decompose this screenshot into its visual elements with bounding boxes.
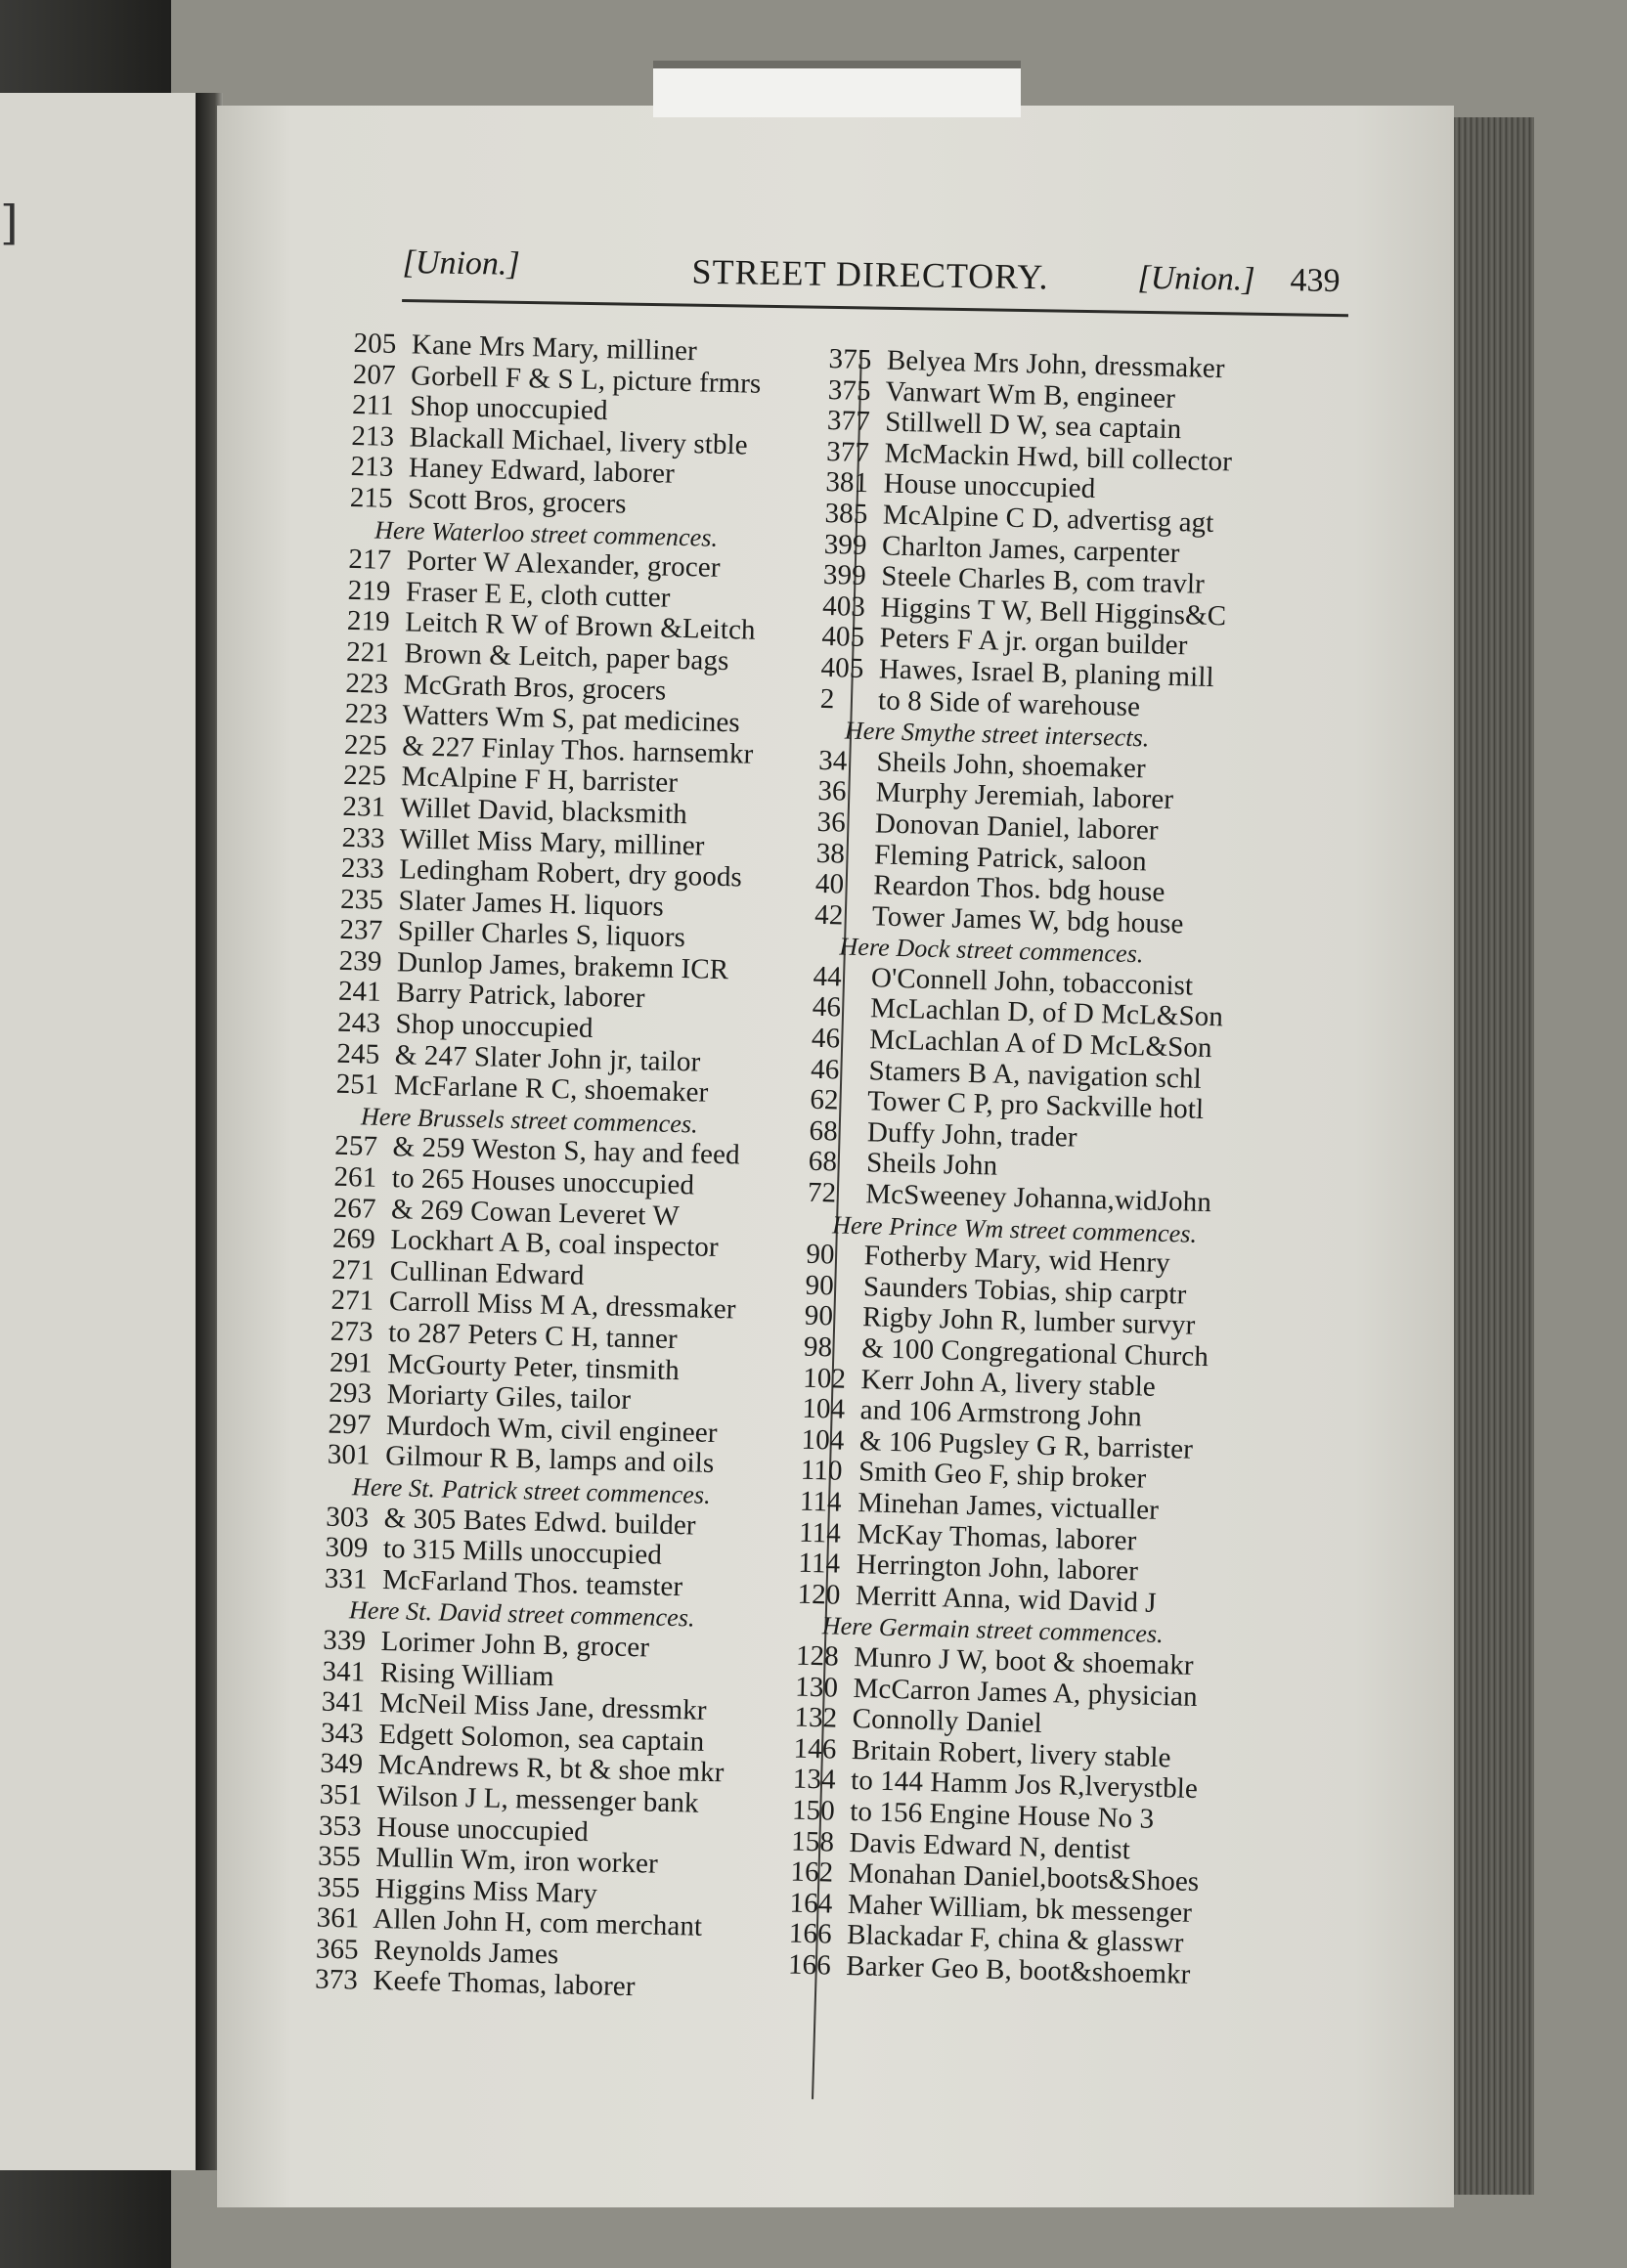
entry-text: Cullinan Edward	[389, 1254, 585, 1291]
facing-page-bracket: ]	[0, 196, 19, 250]
house-number: 339	[323, 1624, 367, 1657]
house-number: 331	[324, 1562, 369, 1595]
house-number: 217	[348, 544, 392, 577]
entry-text: Maher William, bk messenger	[847, 1888, 1193, 1929]
entry-text: O'Connell John, tobacconist	[870, 962, 1194, 1002]
entry-text: Gilmour R B, lamps and oils	[384, 1440, 715, 1480]
entry-text: McAlpine C D, advertisg agt	[882, 499, 1214, 539]
house-number: 219	[346, 605, 391, 638]
entry-text: Willet David, blacksmith	[399, 792, 688, 831]
house-number: 36	[816, 806, 847, 839]
entry-text: to 144 Hamm Jos R,lverystble	[850, 1765, 1199, 1806]
entry-text: Kerr John A, livery stable	[860, 1363, 1157, 1403]
house-number: 164	[789, 1887, 833, 1920]
house-number: 233	[341, 821, 385, 854]
entry-text: Leitch R W of Brown &Leitch	[404, 606, 756, 647]
house-number: 104	[802, 1392, 846, 1425]
entry-text: & 100 Congregational Church	[860, 1332, 1209, 1374]
house-number: 349	[320, 1747, 364, 1780]
entry-text: Kane Mrs Mary, milliner	[411, 328, 698, 368]
entry-text: Moriarty Giles, tailor	[386, 1378, 632, 1417]
house-number: 46	[810, 1053, 840, 1086]
entry-text: Munro J W, boot & shoemakr	[853, 1641, 1195, 1681]
entry-text: Higgins T W, Bell Higgins&C	[880, 591, 1227, 632]
street-commences-note: Here Germain street commences.	[821, 1611, 1165, 1649]
entry-text: Barker Geo B, boot&shoemkr	[845, 1949, 1191, 1990]
street-commences-note: Here Prince Wm street commences.	[831, 1209, 1198, 1248]
house-number: 34	[817, 744, 848, 777]
house-number: 351	[319, 1778, 363, 1811]
house-number: 225	[342, 760, 387, 793]
house-number: 62	[810, 1084, 840, 1116]
entry-text: Steele Charles B, com travlr	[880, 560, 1206, 600]
entry-text: Fraser E E, cloth cutter	[405, 576, 671, 614]
entry-text: Davis Edward N, dentist	[849, 1826, 1131, 1865]
entry-text: McLachlan D, of D McL&Son	[869, 992, 1224, 1033]
house-number: 150	[791, 1794, 836, 1827]
house-number: 114	[798, 1516, 842, 1549]
house-number: 271	[330, 1253, 375, 1287]
house-number: 361	[316, 1901, 360, 1935]
entry-text: Saunders Tobias, ship carptr	[862, 1271, 1187, 1311]
entry-text: Duffy John, trader	[866, 1116, 1077, 1154]
left-column	[315, 328, 862, 2008]
entry-text: Carroll Miss M A, dressmaker	[388, 1286, 736, 1326]
house-number: 128	[795, 1639, 840, 1673]
house-number: 355	[317, 1840, 362, 1873]
street-commences-note: Here Smythe street intersects.	[844, 716, 1150, 753]
entry-text: McKay Thomas, laborer	[857, 1517, 1137, 1556]
right-column	[788, 344, 1357, 1994]
house-number: 166	[788, 1917, 833, 1950]
entry-text: Shop unoccupied	[410, 390, 608, 427]
entry-text: McGourty Peter, tinsmith	[387, 1347, 681, 1386]
facing-page-edge	[0, 93, 196, 2170]
house-number: 98	[803, 1330, 833, 1364]
entry-text: Barry Patrick, laborer	[395, 977, 645, 1015]
house-number: 223	[344, 698, 388, 731]
paper-tape-strip	[653, 61, 1021, 117]
entry-text: Britain Robert, livery stable	[851, 1733, 1171, 1774]
entry-text: Fotherby Mary, wid Henry	[863, 1240, 1171, 1280]
entry-text: Edgett Solomon, sea captain	[378, 1718, 705, 1758]
entry-text: McFarlane R C, shoemaker	[393, 1069, 709, 1109]
entry-text: Hawes, Israel B, planing mill	[878, 653, 1215, 694]
house-number: 233	[340, 851, 385, 885]
entry-text: Willet Miss Mary, milliner	[399, 822, 705, 862]
entry-text: McAndrews R, bt & shoe mkr	[377, 1749, 725, 1789]
house-number: 38	[815, 837, 846, 870]
house-number: 377	[825, 435, 870, 468]
entry-text: Murdoch Wm, civil engineer	[385, 1409, 718, 1449]
house-number: 293	[328, 1376, 373, 1410]
house-number: 309	[325, 1531, 369, 1564]
entry-text: Stillwell D W, sea captain	[884, 406, 1182, 446]
house-number: 257	[333, 1130, 378, 1163]
house-number: 269	[331, 1222, 376, 1255]
entry-text: Allen John H, com merchant	[373, 1903, 703, 1943]
house-number: 297	[328, 1408, 372, 1441]
house-number: 134	[792, 1763, 837, 1796]
entry-text: & 227 Finlay Thos. harnsemkr	[401, 730, 754, 770]
entry-text: Lockhart A B, coal inspector	[390, 1224, 720, 1264]
house-number: 243	[336, 1006, 381, 1039]
entry-text: Belyea Mrs John, dressmaker	[886, 344, 1226, 385]
entry-text: Reynolds James	[373, 1934, 559, 1971]
street-commences-note: Here Waterloo street commences.	[374, 515, 719, 552]
entry-text: Blackadar F, china & glasswr	[846, 1919, 1184, 1959]
entry-text: Scott Bros, grocers	[407, 483, 627, 520]
entry-text: Murphy Jeremiah, laborer	[875, 776, 1174, 816]
entry-text: McAlpine F H, barrister	[401, 761, 679, 800]
house-number: 239	[338, 944, 382, 978]
house-number: 405	[820, 651, 864, 684]
house-number: 158	[790, 1825, 835, 1858]
house-number: 403	[821, 589, 866, 623]
house-number: 377	[826, 405, 871, 438]
house-number: 301	[327, 1439, 372, 1472]
entry-text: McLachlan A of D McL&Son	[868, 1024, 1213, 1065]
entry-text: Sheils John	[865, 1147, 998, 1183]
house-number: 399	[822, 559, 867, 592]
house-number: 291	[329, 1346, 374, 1379]
house-number: 90	[805, 1269, 835, 1302]
entry-text: Rigby John R, lumber survyr	[861, 1301, 1196, 1342]
entry-text: to 315 Mills unoccupied	[382, 1533, 663, 1571]
house-number: 303	[325, 1501, 370, 1534]
entry-text: Peters F A jr. organ builder	[879, 622, 1188, 662]
house-number: 221	[345, 635, 390, 669]
house-number: 225	[343, 728, 388, 762]
house-number: 231	[342, 790, 386, 823]
header-left-tag: [Union.]	[402, 244, 520, 283]
house-number: 211	[351, 389, 395, 422]
house-number: 132	[794, 1701, 838, 1734]
entry-text: Keefe Thomas, laborer	[373, 1965, 636, 2003]
entry-text: & 269 Cowan Leveret W	[390, 1193, 681, 1232]
entry-text: Tower James W, bdg house	[871, 899, 1184, 940]
street-commences-note: Here Brussels street commences.	[360, 1102, 699, 1139]
house-number: 223	[345, 667, 389, 700]
entry-text: Smith Geo F, ship broker	[857, 1456, 1147, 1495]
house-number: 399	[823, 528, 868, 561]
house-number: 207	[352, 358, 397, 391]
entry-text: Connolly Daniel	[852, 1703, 1043, 1740]
entry-text: Brown & Leitch, paper bags	[404, 637, 729, 677]
house-number: 341	[321, 1685, 366, 1719]
house-number: 68	[809, 1114, 839, 1148]
house-number: 42	[814, 898, 844, 932]
house-number: 219	[347, 574, 391, 607]
entry-text: Lorimer John B, grocer	[380, 1625, 650, 1664]
house-number: 375	[828, 343, 872, 376]
street-commences-note: Here St. David street commences.	[348, 1595, 695, 1633]
entry-text: House unoccupied	[375, 1810, 590, 1848]
house-number: 130	[794, 1671, 839, 1704]
house-number: 405	[821, 621, 865, 654]
page-edges	[1454, 117, 1534, 2195]
entry-text: & 305 Bates Edwd. builder	[383, 1502, 697, 1542]
house-number: 355	[317, 1871, 361, 1904]
entry-text: Watters Wm S, pat medicines	[402, 699, 741, 739]
entry-text: Merritt Anna, wid David J	[855, 1579, 1158, 1619]
house-number: 341	[322, 1655, 366, 1688]
house-number: 114	[799, 1485, 843, 1518]
entry-text: Sheils John, shoemaker	[876, 746, 1147, 785]
entry-text: Rising William	[379, 1656, 555, 1692]
house-number: 120	[797, 1578, 841, 1611]
entry-text: Stamers B A, navigation schl	[868, 1054, 1203, 1095]
house-number: 90	[806, 1238, 836, 1271]
entry-text: Gorbell F & S L, picture frmrs	[410, 359, 762, 400]
house-number: 146	[793, 1732, 837, 1766]
house-number: 267	[332, 1192, 376, 1225]
entry-text: and 106 Armstrong John	[859, 1394, 1143, 1433]
entry-text: Haney Edward, laborer	[408, 452, 676, 491]
house-number: 271	[330, 1285, 374, 1318]
entry-text: McMackin Hwd, bill collector	[884, 437, 1233, 478]
entry-text: to 8 Side of warehouse	[877, 683, 1141, 722]
entry-text: & 259 Weston S, hay and feed	[392, 1131, 741, 1171]
house-number: 215	[349, 481, 394, 514]
house-number: 251	[335, 1069, 379, 1102]
entry-text: Fleming Patrick, saloon	[873, 838, 1148, 877]
house-number: 353	[318, 1810, 363, 1843]
house-number: 343	[320, 1717, 365, 1750]
house-number: 72	[807, 1176, 837, 1209]
entry-text: McCarron James A, physician	[853, 1672, 1199, 1713]
house-number: 104	[801, 1423, 845, 1457]
entry-text: Herrington John, laborer	[856, 1548, 1139, 1588]
house-number: 213	[350, 451, 394, 484]
entry-text: McSweeney Johanna,widJohn	[864, 1178, 1212, 1219]
house-number: 237	[339, 914, 383, 947]
house-number: 273	[330, 1315, 374, 1348]
entry-text: Slater James H. liquors	[398, 884, 665, 923]
entry-text: to 287 Peters C H, tanner	[387, 1317, 679, 1356]
house-number: 166	[787, 1948, 832, 1982]
entry-text: Spiller Charles S, liquors	[397, 915, 686, 954]
house-number: 114	[798, 1547, 841, 1580]
page-title: STREET DIRECTORY.	[691, 251, 1049, 297]
entry-text: Wilson J L, messenger bank	[376, 1779, 699, 1819]
entry-text: & 247 Slater John jr, tailor	[394, 1038, 701, 1078]
house-number: 46	[812, 991, 842, 1024]
house-number: 36	[817, 775, 848, 807]
house-number: 365	[315, 1933, 360, 1966]
entry-text: Mullin Wm, iron worker	[375, 1842, 659, 1880]
entry-text: Higgins Miss Mary	[374, 1872, 598, 1909]
entry-text: Ledingham Robert, dry goods	[398, 853, 743, 894]
house-number: 2	[819, 682, 835, 715]
house-number: 241	[337, 976, 382, 1009]
entry-text: Dunlop James, brakemn ICR	[396, 946, 729, 986]
house-number: 381	[825, 466, 869, 500]
house-number: 46	[811, 1022, 841, 1055]
entry-text: Minehan James, victualler	[857, 1487, 1160, 1526]
house-number: 235	[339, 883, 384, 916]
house-number: 245	[336, 1037, 380, 1070]
entry-text: McNeil Miss Jane, dressmkr	[378, 1687, 707, 1727]
entry-text: Porter W Alexander, grocer	[406, 545, 721, 585]
house-number: 373	[314, 1964, 359, 1997]
house-number: 261	[333, 1160, 377, 1194]
entry-text: McGrath Bros, grocers	[403, 668, 667, 707]
house-number: 90	[804, 1300, 834, 1332]
entry-text: to 156 Engine House No 3	[849, 1795, 1155, 1835]
house-number: 110	[800, 1455, 843, 1488]
street-commences-note: Here Dock street commences.	[839, 932, 1144, 969]
house-number: 385	[824, 497, 868, 531]
house-number: 102	[802, 1362, 847, 1395]
entry-text: Blackall Michael, livery stble	[409, 421, 749, 461]
entry-text: Shop unoccupied	[395, 1008, 594, 1045]
entry-text: Reardon Thos. bdg house	[872, 869, 1165, 908]
entry-text: & 106 Pugsley G R, barrister	[858, 1424, 1194, 1465]
house-number: 44	[813, 960, 843, 993]
house-number: 375	[827, 373, 872, 407]
page-number: 439	[1290, 262, 1341, 300]
entry-text: to 265 Houses unoccupied	[391, 1162, 695, 1201]
house-number: 68	[808, 1146, 838, 1178]
house-number: 205	[353, 327, 397, 361]
entry-text: McFarland Thos. teamster	[381, 1563, 683, 1603]
entry-text: Monahan Daniel,boots&Shoes	[848, 1857, 1200, 1898]
header-right-tag: [Union.]	[1137, 259, 1255, 298]
house-number: 213	[351, 419, 395, 453]
house-number: 162	[790, 1855, 834, 1889]
street-commences-note: Here St. Patrick street commences.	[351, 1472, 712, 1509]
entry-text: Vanwart Wm B, engineer	[885, 375, 1176, 414]
house-number: 40	[814, 867, 845, 900]
entry-text: Charlton James, carpenter	[881, 530, 1180, 569]
entry-text: Tower C P, pro Sackville hotl	[866, 1085, 1205, 1126]
entry-text: House unoccupied	[883, 467, 1096, 505]
entry-text: Donovan Daniel, laborer	[874, 807, 1160, 847]
